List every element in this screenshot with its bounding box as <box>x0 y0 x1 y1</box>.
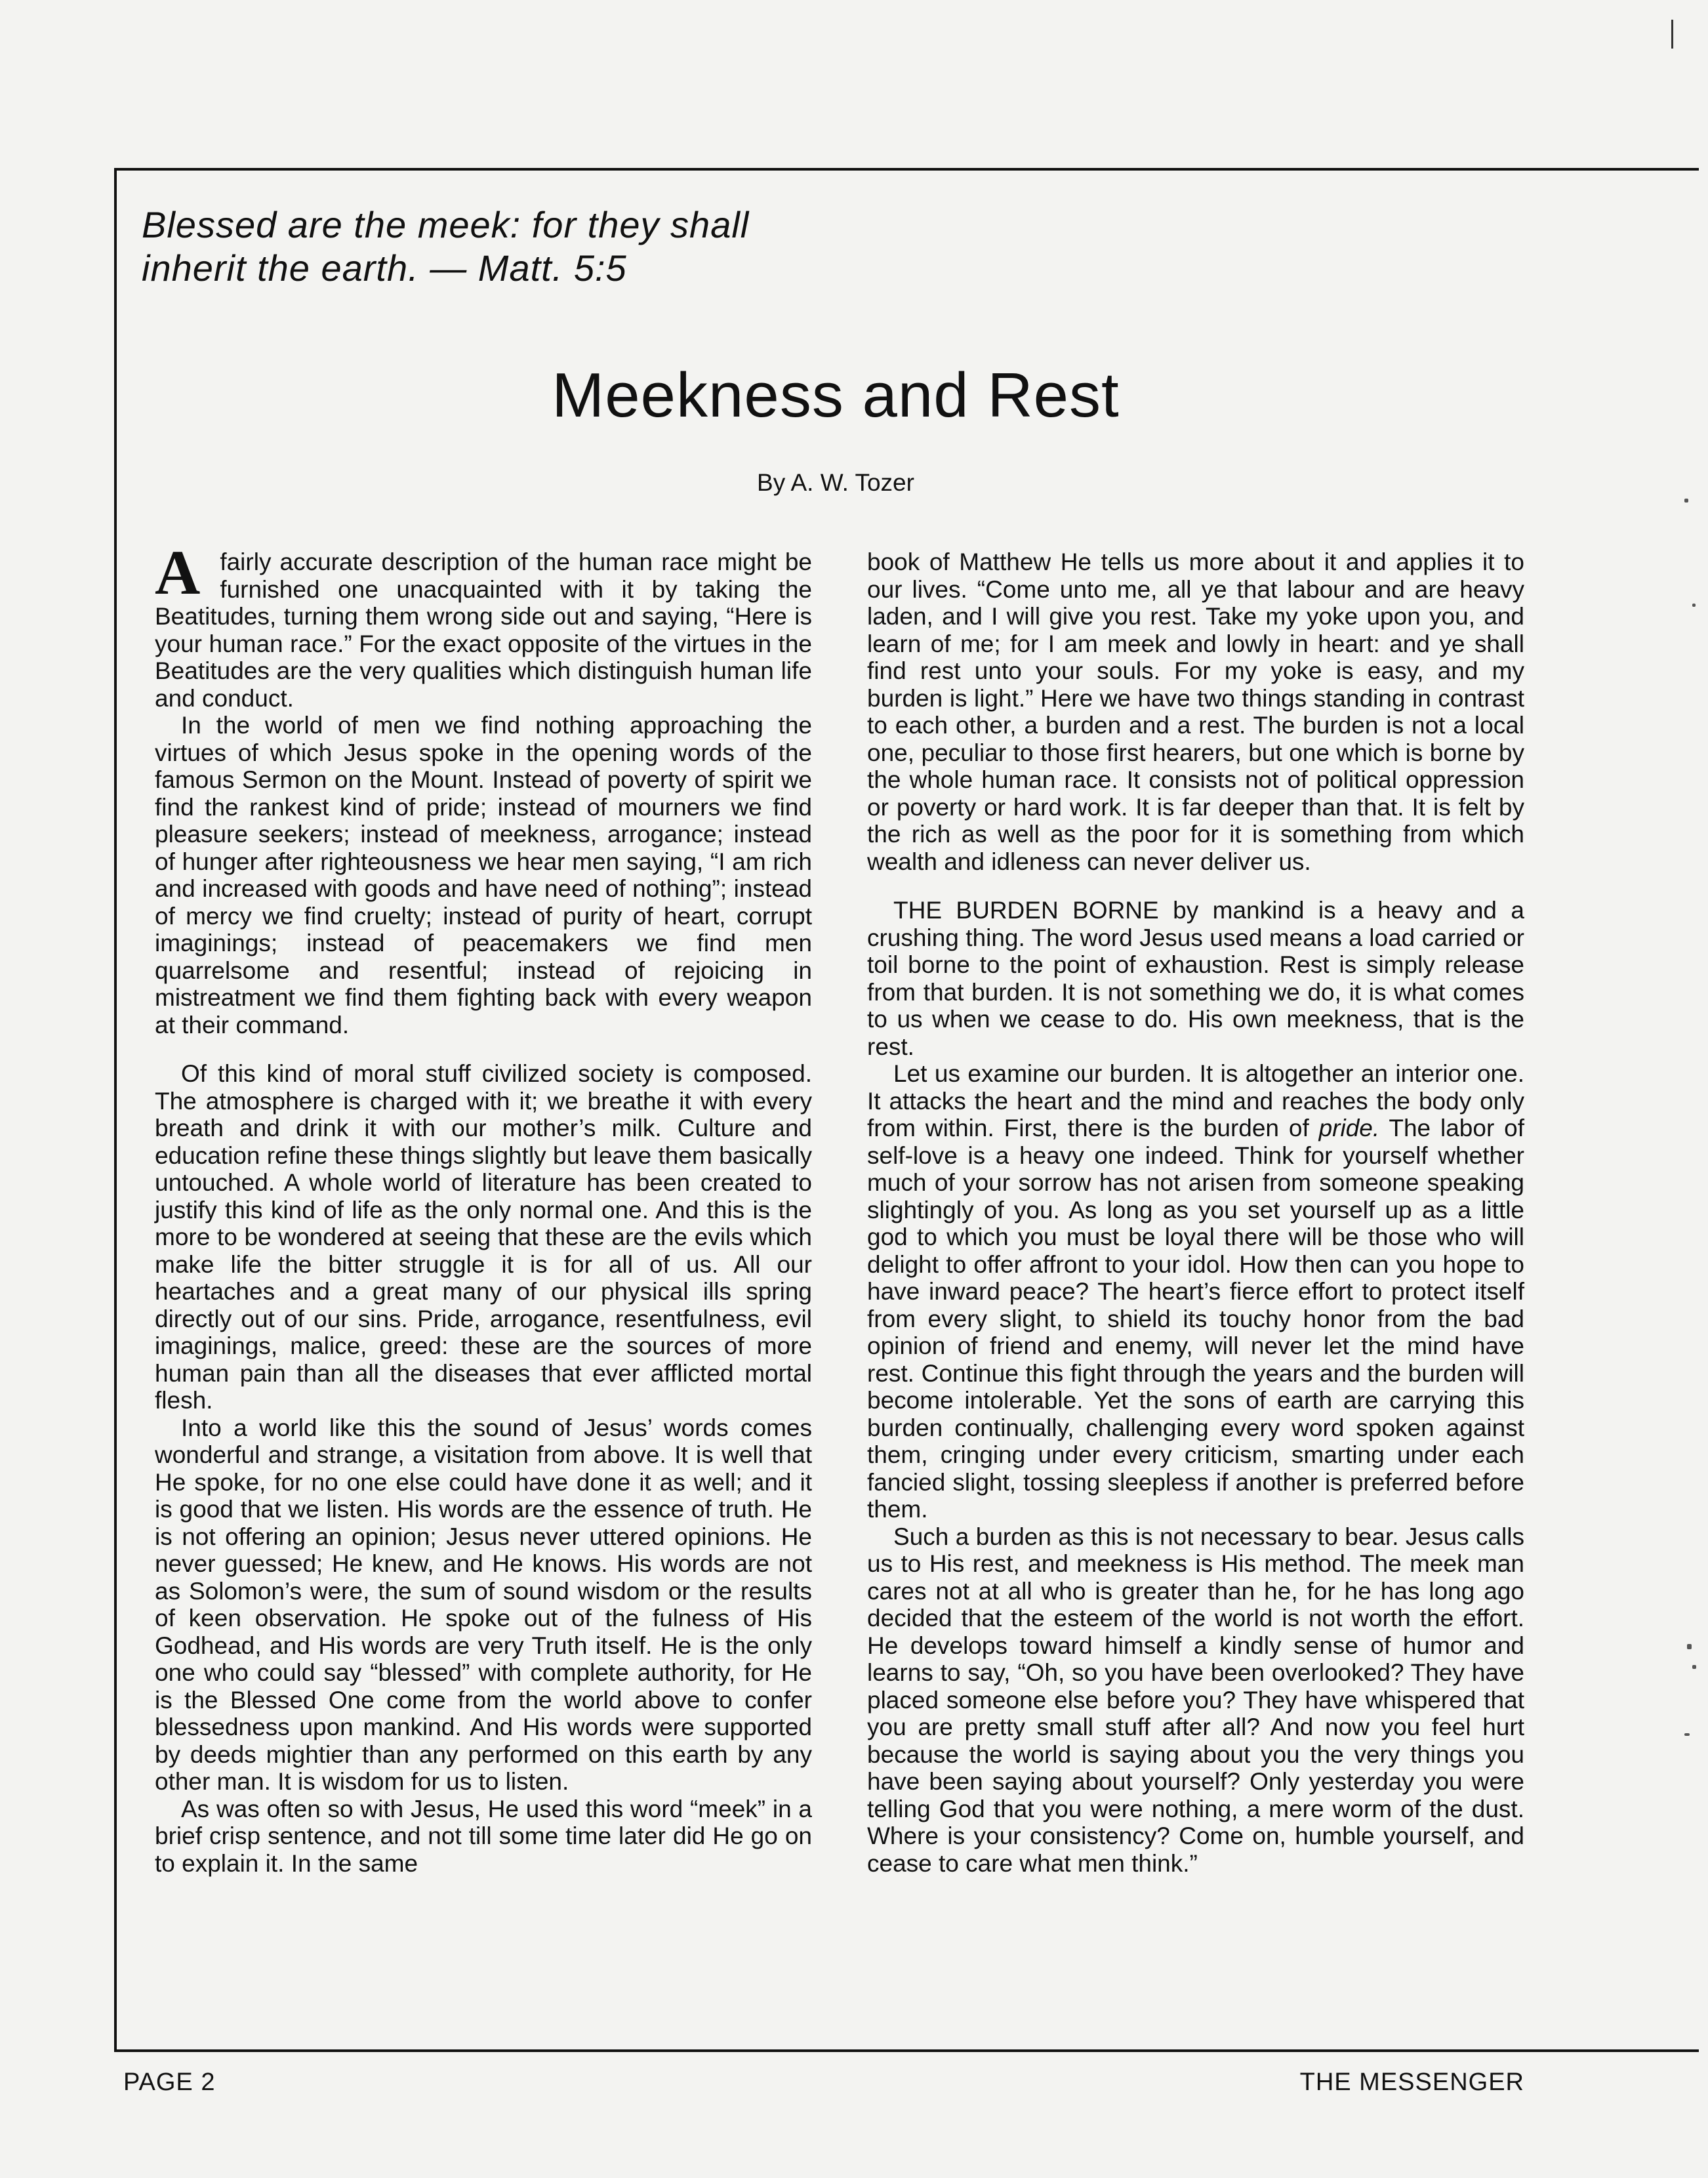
paragraph: In the world of men we find nothing approaching the virtues of which Jesus spoke in the opening words of the famous Sermon on the Mount. Instead of poverty of spirit we find the rankest kind of pride; instead of mourners we find pleasure seekers; instead of meekness, arrogance; instead of hunger after righteousness we hear men saying, “I am rich and increased with goods and have need of nothing”; instead of mercy we find cruelty; instead of purity of heart, corrupt imaginings; instead of peacemakers we find men quarrelsome and resentful; instead of rejoicing in mistreatment we find them fighting back with every weapon at their command. <box>155 712 812 1038</box>
scripture-epigraph <box>142 203 994 290</box>
emphasized-word: pride. <box>1318 1115 1380 1141</box>
paragraph <box>155 537 812 712</box>
paragraph-text: The labor of self-love is a heavy one indeed. Think for yourself whether much of your sorrow has not arisen from someone speaking slightingly of you. As long as you set yourself up as a little god to which you must be loyal there will be those who will delight to offer affront to your idol. How then can you hope to have inward peace? The heart’s fierce effort to protect itself from every slight, to shield its touchy honor from the bad opinion of friend and enemy, will never let the mind have rest. Continue this fight through the years and the burden will become intolerable. Yet the sons of earth are carrying this burden continually, challenging every word spoken against them, cringing under every criticism, smarting under each fancied slight, tossing sleepless if another is preferred before them. <box>867 1115 1525 1523</box>
paragraph: Of this kind of moral stuff civilized society is composed. The atmosphere is charged with it; we breathe it with every breath and drink it with our mother’s milk. Culture and education refine these things slightly but leave them basically untouched. A whole world of literature has been created to justify this kind of life as the only normal one. And this is the more to be wondered at seeing that these are the evils which make life the bitter struggle it is for all of us. All our heartaches and a great many of our physical ills spring directly out of our sins. Pride, arrogance, resentfulness, evil imaginings, malice, greed: these are the sources of more human pain than all the diseases that ever afflicted mortal flesh. <box>155 1060 812 1414</box>
paragraph-text: Let us examine our burden. It is altogether an interior one. It attacks the heart and the mind and reaches the body only from within. First, there is the burden of <box>867 1060 1524 1141</box>
publication-name: THE MESSENGER <box>1299 2068 1524 2096</box>
paragraph: book of Matthew He tells us more about it and applies it to our lives. “Come unto me, all ye that labour and are heavy laden, and I will give you rest. Take my yoke upon you, and learn of me; for I am meek and lowly in heart: and ye shall find rest unto your souls. For my yoke is easy, and my burden is light.” Here we have two things standing in contrast to each other, a burden and a rest. The burden is not a local one, peculiar to those first hearers, but one which is borne by the whole human race. It consists not of political oppression or poverty or hard work. It is far deeper than that. It is felt by the rich as well as the poor for it is something from which wealth and idleness can never deliver us. <box>867 548 1524 875</box>
paragraph: THE BURDEN BORNE by mankind is a heavy and a crushing thing. The word Jesus used means a load carried or toil borne to the point of exhaustion. Rest is simply release from that burden. It is not something we do, it is what comes to us when we cease to do. His own meekness, that is the rest. <box>867 897 1524 1060</box>
paragraph <box>867 1060 1524 1523</box>
article-title: Meekness and Rest <box>552 360 1120 430</box>
paragraph: Into a world like this the sound of Jesus’ words comes wonderful and strange, a visitation from above. It is well that He spoke, for no one else could have done it as well; and it is good that we listen. His words are the essence of truth. He is not offering an opinion; Jesus never uttered opinions. He never guessed; He knew, and He knows. His words are not as Solomon’s were, the sum of sound wisdom or the results of keen observation. He spoke out of the fulness of His Godhead, and His words are very Truth itself. He is the only one who could say “blessed” with complete authority, for He is the Blessed One come from the world above to confer blessedness upon mankind. And His words were supported by deeds mightier than any performed on this earth by any other man. It is wisdom for us to listen. <box>155 1414 812 1795</box>
epigraph-line-1: Blessed are the meek: for they shall <box>142 204 750 245</box>
drop-cap: A <box>155 537 201 607</box>
scan-edge-mark <box>1671 20 1673 49</box>
paragraph: As was often so with Jesus, He used this word “meek” in a brief crisp sentence, and not till some time later did He go on to explain it. In the same <box>155 1795 812 1877</box>
epigraph-line-2: inherit the earth. — Matt. 5:5 <box>142 247 627 289</box>
article-byline: By A. W. Tozer <box>757 469 914 496</box>
right-column <box>867 548 1524 1877</box>
paragraph-text: fairly accurate description of the human race might be furnished one unacquainted with it by taking the Beatitudes, turning them wrong side out and saying, “Here is your human race.” For the exact opposite of the virtues in the Beatitudes are the very qualities which distinguish human life and conduct. <box>155 548 812 712</box>
page-number: PAGE 2 <box>123 2068 216 2096</box>
paragraph: Such a burden as this is not necessary to bear. Jesus calls us to His rest, and meekness is His method. The meek man cares not at all who is greater than he, for he has long ago decided that the esteem of the world is not worth the effort. He develops toward himself a kindly sense of humor and learns to say, “Oh, so you have been overlooked? They have placed someone else before you? They have whispered that you are pretty small stuff after all? And now you feel hurt because the world is saying about you the very things you have been saying about yourself? Only yesterday you were telling God that you were nothing, a mere worm of the dust. Where is your consistency? Come on, humble yourself, and cease to care what men think.” <box>867 1523 1524 1877</box>
left-column <box>155 537 812 1877</box>
